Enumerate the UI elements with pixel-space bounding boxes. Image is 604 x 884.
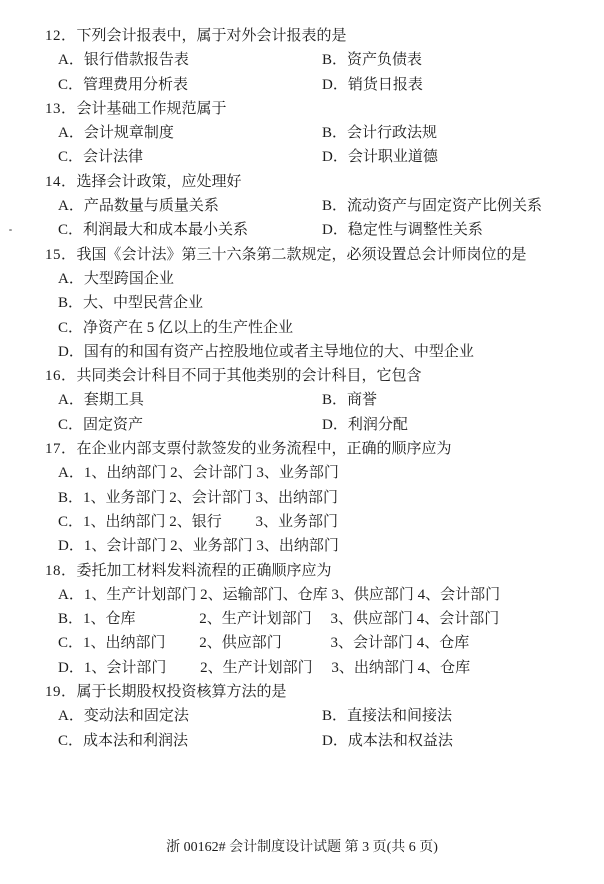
option-18-B bbox=[0, 607, 604, 631]
question-stem bbox=[0, 24, 604, 48]
option-label: C． bbox=[58, 416, 84, 433]
option-text: 流动资产与固定资产比例关系 bbox=[347, 198, 543, 215]
page-footer: 浙 00162# 会计制度设计试题 第 3 页(共 6 页) bbox=[166, 840, 438, 855]
questions-list bbox=[0, 24, 604, 753]
option-text: 1、仓库 2、生产计划部门 3、供应部门 4、会计部门 bbox=[83, 611, 500, 628]
option-text: 利润分配 bbox=[347, 416, 408, 433]
option-17-D bbox=[0, 534, 604, 558]
option-text: 会计职业道德 bbox=[347, 149, 438, 166]
option-label: B． bbox=[322, 52, 348, 69]
option-label: A． bbox=[58, 52, 84, 69]
option-text: 利润最大和成本最小关系 bbox=[83, 222, 249, 239]
options-row bbox=[0, 388, 604, 412]
option-text: 管理费用分析表 bbox=[83, 76, 189, 93]
question-number: 18． bbox=[45, 562, 77, 579]
option-text: 会计法律 bbox=[83, 149, 144, 166]
option-text: 销货日报表 bbox=[347, 76, 423, 93]
question-number: 15． bbox=[45, 246, 77, 263]
option-19-C bbox=[58, 729, 322, 753]
option-label: D． bbox=[322, 222, 348, 239]
question-text: 选择会计政策，应处理好 bbox=[76, 173, 242, 190]
question-16 bbox=[0, 364, 604, 437]
option-16-C bbox=[58, 413, 322, 437]
option-19-B bbox=[322, 704, 452, 728]
option-label: D． bbox=[322, 149, 348, 166]
question-14 bbox=[0, 170, 604, 243]
option-label: B． bbox=[322, 392, 348, 409]
option-text: 直接法和间接法 bbox=[347, 708, 453, 725]
question-13 bbox=[0, 97, 604, 170]
option-text: 1、业务部门 2、会计部门 3、出纳部门 bbox=[83, 489, 339, 506]
option-text: 1、出纳部门 2、会计部门 3、业务部门 bbox=[83, 465, 339, 482]
option-label: B． bbox=[58, 611, 84, 628]
options-row bbox=[0, 48, 604, 72]
option-label: C． bbox=[58, 732, 84, 749]
question-text: 属于长期股权投资核算方法的是 bbox=[76, 684, 287, 701]
question-number: 12． bbox=[45, 28, 77, 44]
question-stem bbox=[0, 364, 604, 388]
option-text: 商誉 bbox=[347, 392, 378, 409]
option-label: B． bbox=[58, 295, 84, 312]
option-15-D bbox=[0, 340, 604, 364]
question-stem bbox=[0, 437, 604, 461]
option-label: D． bbox=[322, 76, 348, 93]
option-12-D bbox=[322, 73, 423, 97]
question-12 bbox=[0, 24, 604, 97]
option-text: 国有的和国有资产占控股地位或者主导地位的大、中型企业 bbox=[83, 343, 474, 360]
option-19-D bbox=[322, 729, 453, 753]
option-label: A． bbox=[58, 125, 84, 142]
option-label: C． bbox=[58, 635, 84, 652]
option-15-B bbox=[0, 291, 604, 315]
option-label: D． bbox=[58, 343, 84, 360]
option-text: 成本法和权益法 bbox=[347, 732, 453, 749]
options-row bbox=[0, 194, 604, 218]
question-stem bbox=[0, 243, 604, 267]
option-text: 会计行政法规 bbox=[347, 125, 438, 142]
option-text: 1、会计部门 2、业务部门 3、出纳部门 bbox=[83, 538, 339, 555]
option-text: 会计规章制度 bbox=[83, 125, 174, 142]
option-label: C． bbox=[58, 76, 84, 93]
option-14-A bbox=[58, 194, 322, 218]
option-text: 固定资产 bbox=[83, 416, 144, 433]
options-row bbox=[0, 121, 604, 145]
option-label: D． bbox=[322, 732, 348, 749]
option-text: 1、出纳部门 2、银行 3、业务部门 bbox=[83, 513, 339, 530]
option-label: D． bbox=[58, 659, 84, 676]
option-label: A． bbox=[58, 270, 84, 287]
question-19 bbox=[0, 680, 604, 753]
option-18-A bbox=[0, 583, 604, 607]
question-text: 下列会计报表中，属于对外会计报表的是 bbox=[76, 28, 347, 44]
option-label: D． bbox=[322, 416, 348, 433]
question-18 bbox=[0, 559, 604, 680]
options-row bbox=[0, 413, 604, 437]
option-16-B bbox=[322, 388, 377, 412]
option-16-A bbox=[58, 388, 322, 412]
option-17-B bbox=[0, 486, 604, 510]
option-text: 产品数量与质量关系 bbox=[83, 198, 219, 215]
question-stem bbox=[0, 680, 604, 704]
options-row bbox=[0, 73, 604, 97]
option-13-C bbox=[58, 145, 322, 169]
option-19-A bbox=[58, 704, 322, 728]
option-text: 大型跨国企业 bbox=[83, 270, 174, 287]
option-text: 大、中型民营企业 bbox=[83, 295, 204, 312]
question-17 bbox=[0, 437, 604, 558]
question-number: 16． bbox=[45, 368, 77, 385]
option-17-C bbox=[0, 510, 604, 534]
option-16-D bbox=[322, 413, 408, 437]
question-stem bbox=[0, 170, 604, 194]
option-text: 银行借款报告表 bbox=[83, 52, 189, 69]
option-label: A． bbox=[58, 465, 84, 482]
option-label: C． bbox=[58, 513, 84, 530]
question-text: 共同类会计科目不同于其他类别的会计科目，它包含 bbox=[76, 368, 422, 385]
question-text: 我国《会计法》第三十六条第二款规定，必须设置总会计师岗位的是 bbox=[76, 246, 527, 263]
option-18-D bbox=[0, 656, 604, 680]
option-label: A． bbox=[58, 708, 84, 725]
option-14-C bbox=[58, 218, 322, 242]
option-12-A bbox=[58, 48, 322, 72]
option-text: 1、出纳部门 2、供应部门 3、会计部门 4、仓库 bbox=[83, 635, 470, 652]
question-stem bbox=[0, 97, 604, 121]
options-row bbox=[0, 704, 604, 728]
option-text: 变动法和固定法 bbox=[83, 708, 189, 725]
option-18-C bbox=[0, 631, 604, 655]
option-label: C． bbox=[58, 319, 84, 336]
option-text: 资产负债表 bbox=[347, 52, 423, 69]
option-label: A． bbox=[58, 586, 84, 603]
option-text: 净资产在 5 亿以上的生产性企业 bbox=[83, 319, 294, 336]
question-text: 会计基础工作规范属于 bbox=[76, 100, 227, 117]
option-text: 成本法和利润法 bbox=[83, 732, 189, 749]
option-label: B． bbox=[322, 198, 348, 215]
option-text: 1、生产计划部门 2、运输部门、仓库 3、供应部门 4、会计部门 bbox=[83, 586, 501, 603]
option-13-D bbox=[322, 145, 438, 169]
option-12-C bbox=[58, 73, 322, 97]
option-label: D． bbox=[58, 538, 84, 555]
question-text: 委托加工材料发料流程的正确顺序应为 bbox=[76, 562, 332, 579]
option-text: 稳定性与调整性关系 bbox=[347, 222, 483, 239]
question-number: 17． bbox=[45, 441, 77, 458]
question-number: 14． bbox=[45, 173, 77, 190]
option-label: B． bbox=[58, 489, 84, 506]
question-number: 13． bbox=[45, 100, 77, 117]
options-row bbox=[0, 218, 604, 242]
option-label: A． bbox=[58, 392, 84, 409]
option-label: A． bbox=[58, 198, 84, 215]
option-text: 1、会计部门 2、生产计划部门 3、出纳部门 4、仓库 bbox=[83, 659, 471, 676]
option-17-A bbox=[0, 461, 604, 485]
option-14-B bbox=[322, 194, 542, 218]
option-13-A bbox=[58, 121, 322, 145]
option-15-A bbox=[0, 267, 604, 291]
options-row bbox=[0, 145, 604, 169]
option-14-D bbox=[322, 218, 483, 242]
question-stem bbox=[0, 559, 604, 583]
question-number: 19． bbox=[45, 684, 77, 701]
question-15 bbox=[0, 243, 604, 364]
options-row bbox=[0, 729, 604, 753]
option-label: C． bbox=[58, 149, 84, 166]
option-label: B． bbox=[322, 708, 348, 725]
option-text: 套期工具 bbox=[83, 392, 144, 409]
option-label: C． bbox=[58, 222, 84, 239]
option-12-B bbox=[322, 48, 422, 72]
option-13-B bbox=[322, 121, 437, 145]
option-15-C bbox=[0, 316, 604, 340]
question-text: 在企业内部支票付款签发的业务流程中，正确的顺序应为 bbox=[76, 441, 452, 458]
option-label: B． bbox=[322, 125, 348, 142]
